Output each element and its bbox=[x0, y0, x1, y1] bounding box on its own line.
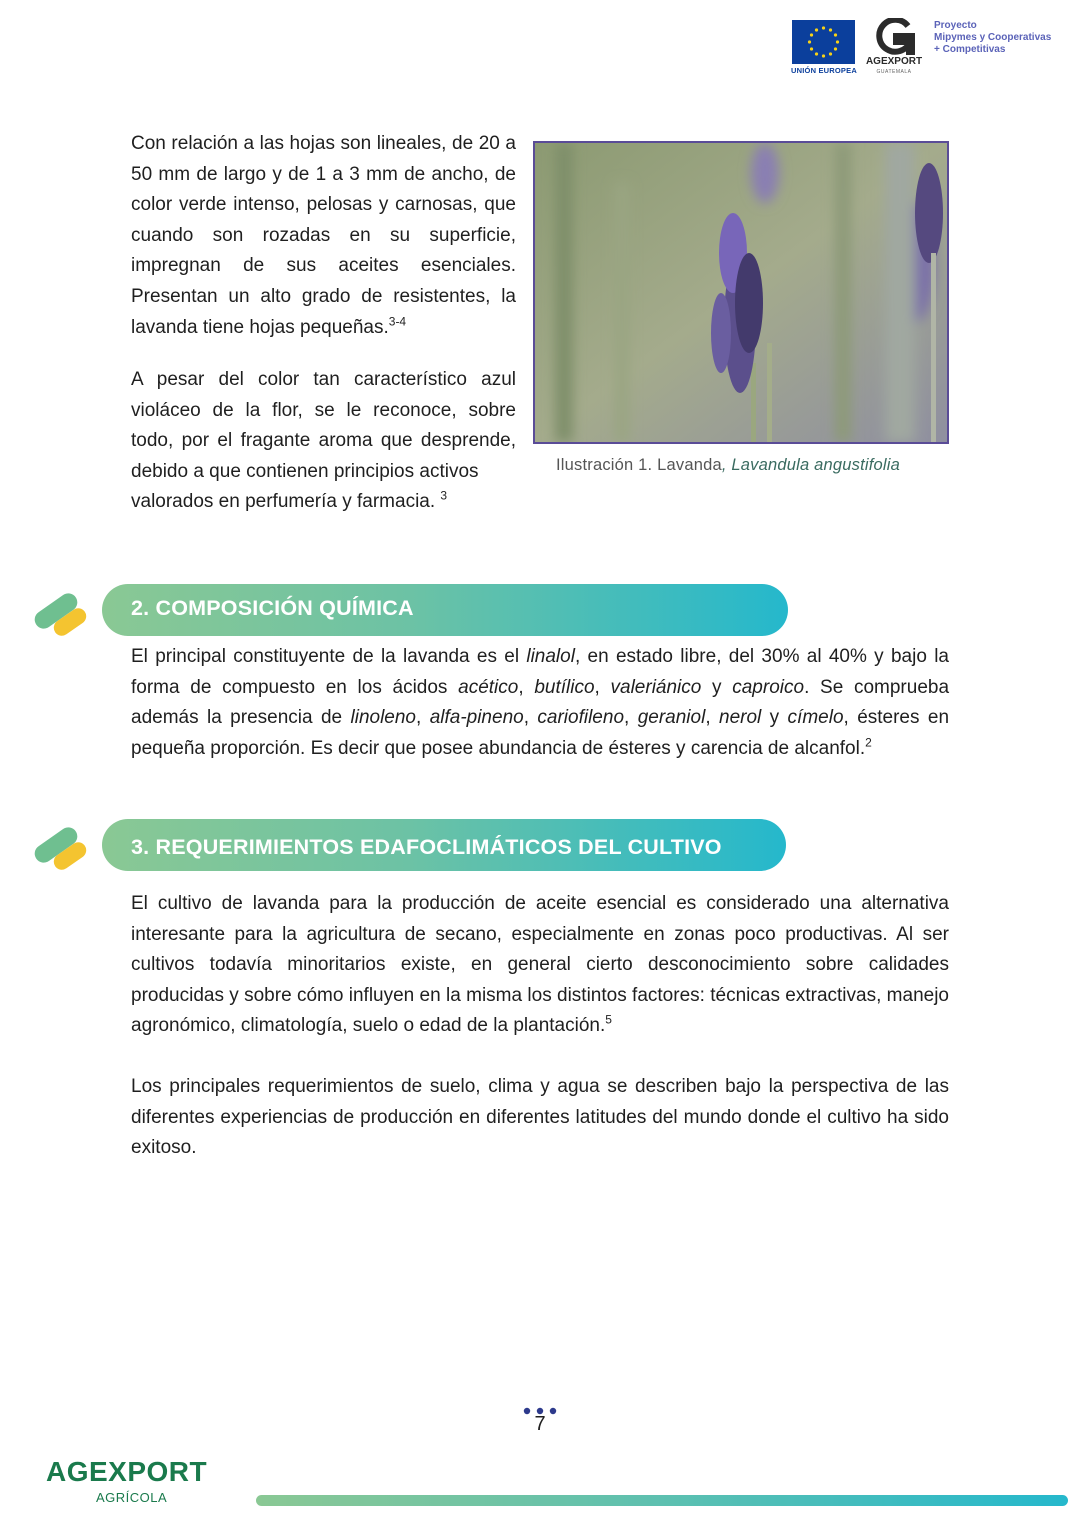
eu-label: UNIÓN EUROPEA bbox=[791, 66, 857, 75]
footer-gradient-bar bbox=[256, 1495, 1068, 1506]
aroma-paragraph-a: A pesar del color tan característico azul violáceo de la flor, se le reconoce, sobre todo, por el fragante aroma que desprende, debido a que contienen principios activos bbox=[131, 369, 516, 482]
section-3-title: 3. REQUERIMIENTOS EDAFOCLIMÁTICOS DEL CULTIVO bbox=[131, 835, 722, 859]
figure-caption: Ilustración 1. Lavanda, Lavandula angustifolia bbox=[556, 456, 901, 474]
eu-flag-logo bbox=[792, 20, 855, 64]
page-number: 7 bbox=[534, 1413, 546, 1435]
footer-brand-sub: AGRÍCOLA bbox=[96, 1490, 168, 1505]
section-2-title: 2. COMPOSICIÓN QUÍMICA bbox=[131, 596, 414, 620]
agexport-g-logo-icon bbox=[872, 18, 916, 56]
section-2-pill-icon bbox=[30, 588, 90, 638]
reference-sup: 2 bbox=[865, 735, 872, 750]
project-label: Proyecto Mipymes y Cooperativas + Competitivas bbox=[934, 20, 1052, 55]
section-3-pill-icon bbox=[30, 822, 90, 872]
cultivation-paragraph-2: Los principales requerimientos de suelo, clima y agua se describen bajo la perspectiva de las diferentes experiencias de producción en diferentes latitudes del mundo donde el cultivo ha sido exitoso. bbox=[131, 1076, 949, 1159]
reference-sup: 5 bbox=[605, 1013, 612, 1028]
footer-brand: AGEXPORT bbox=[46, 1456, 208, 1487]
page-dots-icon bbox=[521, 1403, 561, 1413]
reference-sup: 3 bbox=[440, 488, 448, 503]
lavender-photo bbox=[533, 141, 949, 444]
reference-sup: 3-4 bbox=[388, 314, 407, 329]
agexport-logo-name: AGEXPORT bbox=[865, 56, 923, 67]
chemical-composition-paragraph: El principal constituyente de la lavanda es el linalol, en estado libre, del 30% al 40% y bajo la forma de compuesto en los ácidos acético, butílico, valeriánico y caproico. Se comprueba además la presencia de linoleno, alfa-pineno, cariofileno, geraniol, nerol y címelo, ésteres en pequeña proporción. Es decir que posee abundancia de ésteres y carencia de alcanfol.$^2$ bbox=[131, 646, 950, 759]
species-name: , Lavandula angustifolia bbox=[721, 456, 901, 474]
agexport-logo-sub: GUATEMALA bbox=[876, 69, 912, 75]
cultivation-paragraph-1: El cultivo de lavanda para la producción de aceite esencial es considerado una alternativa interesante para la agricultura de secano, especialmente en zonas poco productivas. Al ser cultivos todavía minoritarios existe, en general cierto desconocimiento sobre calidades producidas y sobre cómo influyen en la misma los distintos factores: técnicas extractivas, manejo agronómico, climatología, suelo o edad de la plantación.$^5$ bbox=[131, 893, 949, 1037]
leaves-paragraph: Con relación a las hojas son lineales, de 20 a 50 mm de largo y de 1 a 3 mm de ancho, de color verde intenso, pelosas y carnosas, que cuando son rozadas en su superficie, impregnan de sus aceites esenciales. Presentan un alto grado de resistentes, la lavanda tiene hojas pequeñas.$^{3-4}$ bbox=[131, 133, 516, 338]
aroma-paragraph-b: valorados en perfumería y farmacia. $^3$ bbox=[131, 488, 448, 512]
